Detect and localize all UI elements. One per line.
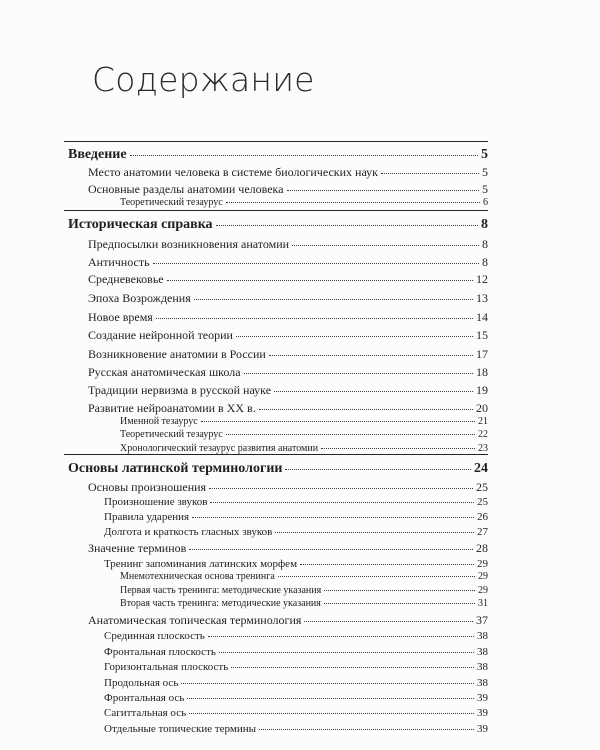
toc-entry <box>104 512 488 523</box>
toc-entry-page: 5 <box>481 147 488 162</box>
toc-entry-title: Горизонтальная плоскость <box>104 661 229 673</box>
toc-entry-title: Античность <box>88 255 150 269</box>
dot-leader <box>194 299 473 300</box>
toc-entry-title: Создание нейронной теории <box>88 328 233 342</box>
toc-entry <box>104 708 488 719</box>
toc-entry-title: Именной тезаурус <box>120 416 198 427</box>
dot-leader <box>192 517 474 518</box>
dot-leader <box>324 603 475 604</box>
toc-entry <box>88 402 488 414</box>
dot-leader <box>300 564 474 565</box>
toc-entry <box>88 542 488 554</box>
toc-entry-title: Развитие нейроанатомии в XX в. <box>88 401 256 415</box>
toc-entry-title: Произношение звуков <box>104 496 208 508</box>
toc-entry-page: 6 <box>483 197 488 208</box>
toc-entry-title: Значение терминов <box>88 541 187 555</box>
toc-entry-title: Предпосылки возникновения анатомии <box>88 237 290 251</box>
dot-leader <box>216 225 478 226</box>
toc-entry <box>104 497 488 508</box>
toc-entry <box>104 631 488 642</box>
toc-entry-title: Основы латинской терминологии <box>68 461 283 476</box>
page-title: Содержание <box>92 60 315 99</box>
toc-entry-title: Фронтальная ось <box>104 692 185 704</box>
toc-entry-title: Основы произношения <box>88 480 207 494</box>
dot-leader <box>226 202 480 203</box>
dot-leader <box>278 576 475 577</box>
section-divider <box>64 454 488 455</box>
toc-entry <box>88 166 488 178</box>
toc-entry-page: 15 <box>476 328 488 342</box>
toc-entry-page: 5 <box>482 165 488 179</box>
toc-entry-title: Хронологический тезаурус развития анатомии <box>120 443 319 454</box>
toc-entry-title: Историческая справка <box>68 217 213 232</box>
dot-leader <box>209 488 473 489</box>
toc-entry <box>88 311 488 323</box>
toc-entry-title: Эпоха Возрождения <box>88 291 191 305</box>
toc-entry-page: 29 <box>478 585 488 596</box>
dot-leader <box>259 729 474 730</box>
dot-leader <box>236 336 473 337</box>
toc-entry-title: Фронтальная плоскость <box>104 646 216 658</box>
toc-entry-title: Русская анатомическая школа <box>88 365 241 379</box>
toc-entry <box>104 678 488 689</box>
toc-entry-page: 38 <box>477 630 488 642</box>
dot-leader <box>274 391 473 392</box>
toc-entry <box>88 273 488 285</box>
toc-entry <box>104 724 488 735</box>
toc-entry-page: 31 <box>478 598 488 609</box>
toc-entry <box>104 647 488 658</box>
toc-entry-page: 38 <box>477 661 488 673</box>
toc-entry-page: 22 <box>478 429 488 440</box>
dot-leader <box>189 549 473 550</box>
toc-entry-page: 39 <box>477 692 488 704</box>
dot-leader <box>259 409 473 410</box>
toc-entry <box>88 481 488 493</box>
toc-entry <box>88 329 488 341</box>
dot-leader <box>167 280 473 281</box>
dot-leader <box>269 355 473 356</box>
toc-entry-page: 21 <box>478 416 488 427</box>
toc-entry <box>120 430 488 440</box>
toc-entry-page: 13 <box>476 291 488 305</box>
toc-entry-page: 8 <box>481 217 488 232</box>
toc-section-entry <box>68 218 488 232</box>
dot-leader <box>287 190 479 191</box>
toc-entry-page: 8 <box>482 237 488 251</box>
dot-leader <box>201 421 475 422</box>
toc-entry-page: 20 <box>476 401 488 415</box>
toc-entry-page: 18 <box>476 365 488 379</box>
toc-entry <box>88 238 488 250</box>
dot-leader <box>226 434 475 435</box>
toc-entry-page: 37 <box>476 613 488 627</box>
toc-entry-page: 28 <box>476 541 488 555</box>
dot-leader <box>244 373 473 374</box>
toc-entry-title: Первая часть тренинга: методические указания <box>120 585 322 596</box>
dot-leader <box>304 621 473 622</box>
toc-entry <box>120 599 488 609</box>
dot-leader <box>231 667 474 668</box>
toc-section-entry <box>68 462 488 476</box>
toc-entry <box>88 614 488 626</box>
toc-entry-page: 38 <box>477 677 488 689</box>
toc-entry <box>88 384 488 396</box>
toc-entry <box>120 198 488 208</box>
toc-entry-page: 19 <box>476 383 488 397</box>
toc-entry-page: 26 <box>477 511 488 523</box>
dot-leader <box>321 448 475 449</box>
dot-leader <box>153 263 479 264</box>
toc-entry-title: Продольная ось <box>104 677 179 689</box>
section-divider <box>64 210 488 211</box>
toc-entry-title: Возникновение анатомии в России <box>88 347 266 361</box>
toc-entry-page: 25 <box>476 480 488 494</box>
toc-entry-page: 12 <box>476 272 488 286</box>
toc-entry-title: Традиции нервизма в русской науке <box>88 383 272 397</box>
toc-entry-title: Правила ударения <box>104 511 190 523</box>
dot-leader <box>381 173 479 174</box>
dot-leader <box>208 636 474 637</box>
dot-leader <box>324 590 475 591</box>
dot-leader <box>210 502 474 503</box>
toc-entry <box>88 348 488 360</box>
dot-leader <box>156 318 473 319</box>
toc-entry-title: Место анатомии человека в системе биологических наук <box>88 165 378 179</box>
toc-entry-title: Средневековье <box>88 272 164 286</box>
toc-entry-page: 25 <box>477 496 488 508</box>
toc-entry <box>104 662 488 673</box>
toc-entry-title: Теоретический тезаурус <box>120 197 223 208</box>
toc-entry <box>88 183 488 195</box>
toc-entry <box>104 559 488 570</box>
toc-entry-page: 39 <box>477 707 488 719</box>
toc-entry-title: Основные разделы анатомии человека <box>88 182 284 196</box>
toc-entry <box>88 366 488 378</box>
toc-entry-page: 39 <box>477 723 488 735</box>
toc-entry-page: 29 <box>477 558 488 570</box>
dot-leader <box>187 698 474 699</box>
toc-entry-page: 24 <box>474 461 488 476</box>
dot-leader <box>275 532 474 533</box>
section-divider <box>64 141 488 142</box>
toc-entry-title: Введение <box>68 147 127 162</box>
toc-entry-title: Долгота и краткость гласных звуков <box>104 526 273 538</box>
dot-leader <box>292 245 479 246</box>
toc-entry-title: Вторая часть тренинга: методические указания <box>120 598 321 609</box>
toc-entry <box>120 572 488 582</box>
dot-leader <box>219 652 474 653</box>
toc-entry-title: Новое время <box>88 310 153 324</box>
toc-entry <box>120 586 488 596</box>
toc-entry-page: 14 <box>476 310 488 324</box>
toc-entry-title: Отдельные топические термины <box>104 723 257 735</box>
toc-entry-page: 23 <box>478 443 488 454</box>
toc-entry <box>120 444 488 454</box>
toc-entry <box>120 417 488 427</box>
toc-entry-title: Мнемотехническая основа тренинга <box>120 571 275 582</box>
toc-entry <box>88 256 488 268</box>
toc-section-entry <box>68 148 488 162</box>
toc-entry-page: 38 <box>477 646 488 658</box>
toc-entry <box>104 693 488 704</box>
dot-leader <box>130 155 478 156</box>
toc-entry-page: 17 <box>476 347 488 361</box>
toc-entry-title: Теоретический тезаурус <box>120 429 223 440</box>
toc-entry <box>88 292 488 304</box>
toc-entry-page: 8 <box>482 255 488 269</box>
dot-leader <box>181 683 474 684</box>
toc-entry-title: Сагиттальная ось <box>104 707 187 719</box>
toc-entry-title: Срединная плоскость <box>104 630 205 642</box>
toc-entry-title: Анатомическая топическая терминология <box>88 613 302 627</box>
toc-entry-page: 29 <box>478 571 488 582</box>
toc-entry-page: 5 <box>482 182 488 196</box>
toc-entry-title: Тренинг запоминания латинских морфем <box>104 558 298 570</box>
dot-leader <box>285 469 471 470</box>
toc-entry-page: 27 <box>477 526 488 538</box>
dot-leader <box>189 713 474 714</box>
toc-entry <box>104 527 488 538</box>
